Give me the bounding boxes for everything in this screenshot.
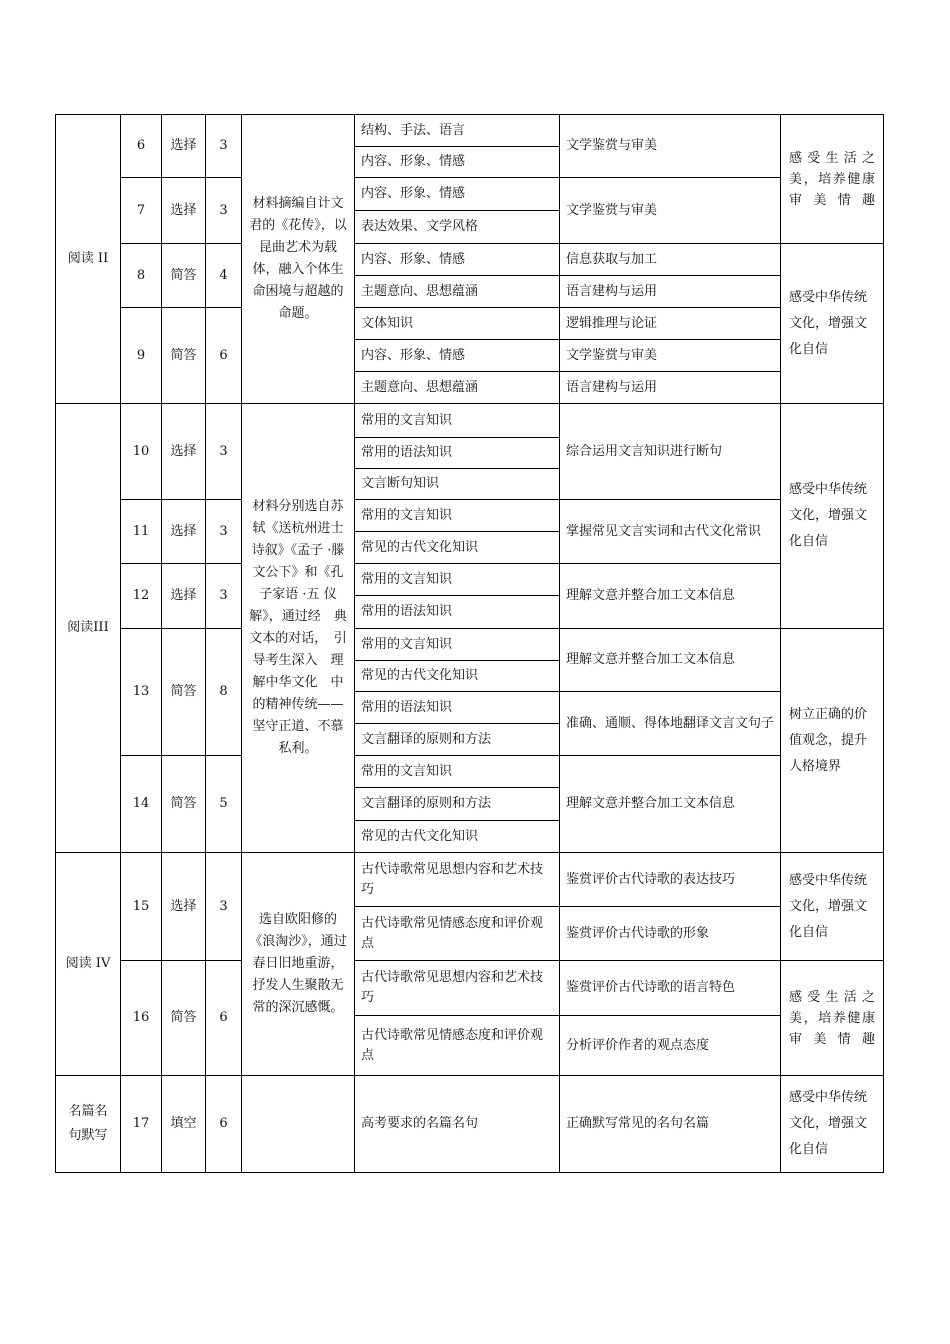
knowledge-cell: 常用的文言知识: [355, 500, 560, 532]
table-row: [56, 115, 884, 147]
section-cell: 阅读 IV: [56, 853, 121, 1076]
knowledge-cell: 文体知识: [355, 308, 560, 340]
ability-cell: 综合运用文言知识进行断句: [560, 404, 781, 500]
question-score: 3: [206, 564, 242, 629]
ability-cell: 鉴赏评价古代诗歌的语言特色: [560, 961, 781, 1016]
knowledge-cell: 常用的文言知识: [355, 564, 560, 596]
knowledge-cell: 常见的古代文化知识: [355, 821, 560, 853]
question-score: 6: [206, 1076, 242, 1173]
literacy-cell: 感受中华传统文化，增强文化自信: [781, 853, 884, 961]
knowledge-cell: 表达效果、文学风格: [355, 211, 560, 244]
question-type: 选择: [162, 178, 206, 244]
question-score: 3: [206, 115, 242, 178]
ability-cell: 鉴赏评价古代诗歌的形象: [560, 907, 781, 961]
knowledge-cell: 主题意向、思想蕴涵: [355, 372, 560, 404]
knowledge-cell: 常用的语法知识: [355, 596, 560, 629]
literacy-cell: 树立正确的价值观念，提升人格境界: [781, 629, 884, 853]
question-number: 8: [121, 244, 162, 308]
ability-cell: 准确、通顺、得体地翻译文言文句子: [560, 692, 781, 756]
ability-cell: 文学鉴赏与审美: [560, 115, 781, 178]
ability-cell: 语言建构与运用: [560, 372, 781, 404]
ability-cell: 正确默写常见的名句名篇: [560, 1076, 781, 1173]
question-number: 13: [121, 629, 162, 756]
knowledge-cell: 常用的文言知识: [355, 629, 560, 661]
knowledge-cell: 内容、形象、情感: [355, 178, 560, 211]
knowledge-cell: 内容、形象、情感: [355, 147, 560, 178]
ability-cell: 语言建构与运用: [560, 276, 781, 308]
material-cell: 材料分别选自苏轼《送杭州进士诗叙》《孟子 ·滕文公下》和《孔子家语 ·五 仪解》，通过经 典文本的对话， 引导考生深入 理解中华文化 中的精神传统——坚守正道、不慕私利。: [242, 404, 355, 853]
question-type: 选择: [162, 500, 206, 564]
ability-cell: 鉴赏评价古代诗歌的表达技巧: [560, 853, 781, 907]
table-row: [56, 853, 884, 907]
question-type: 选择: [162, 564, 206, 629]
material-cell: [242, 1076, 355, 1173]
table-row: [56, 404, 884, 438]
ability-cell: 理解文意并整合加工文本信息: [560, 756, 781, 853]
question-score: 6: [206, 961, 242, 1076]
question-score: 4: [206, 244, 242, 308]
literacy-cell: 感受中华传统文化，增强文化自信: [781, 404, 884, 629]
knowledge-cell: 内容、形象、情感: [355, 340, 560, 372]
knowledge-cell: 古代诗歌常见情感态度和评价观点: [355, 1016, 560, 1076]
question-number: 14: [121, 756, 162, 853]
ability-cell: 逻辑推理与论证: [560, 308, 781, 340]
question-score: 3: [206, 404, 242, 500]
knowledge-cell: 古代诗歌常见情感态度和评价观点: [355, 907, 560, 961]
knowledge-cell: 文言翻译的原则和方法: [355, 724, 560, 756]
table-row: [56, 308, 884, 340]
literacy-cell: 感受中华传统文化，增强文化自信: [781, 1076, 884, 1173]
question-score: 3: [206, 178, 242, 244]
section-cell: 名篇名句默写: [56, 1076, 121, 1173]
question-score: 3: [206, 853, 242, 961]
table-row: [56, 244, 884, 276]
question-score: 5: [206, 756, 242, 853]
section-cell: 阅读III: [56, 404, 121, 853]
literacy-cell: 感 受 生 活 之 美，培养健康 审美情趣: [781, 115, 884, 244]
knowledge-cell: 高考要求的名篇名句: [355, 1076, 560, 1173]
question-score: 3: [206, 500, 242, 564]
question-type: 简答: [162, 629, 206, 756]
question-type: 填空: [162, 1076, 206, 1173]
ability-cell: 掌握常见文言实词和古代文化常识: [560, 500, 781, 564]
ability-cell: 信息获取与加工: [560, 244, 781, 276]
knowledge-cell: 常用的文言知识: [355, 756, 560, 788]
knowledge-cell: 古代诗歌常见思想内容和艺术技巧: [355, 961, 560, 1016]
ability-cell: 文学鉴赏与审美: [560, 340, 781, 372]
knowledge-cell: 常用的语法知识: [355, 692, 560, 724]
knowledge-cell: 常见的古代文化知识: [355, 661, 560, 692]
question-number: 10: [121, 404, 162, 500]
question-number: 6: [121, 115, 162, 178]
question-number: 16: [121, 961, 162, 1076]
question-number: 7: [121, 178, 162, 244]
knowledge-cell: 结构、手法、语言: [355, 115, 560, 147]
knowledge-cell: 文言断句知识: [355, 469, 560, 500]
question-type: 选择: [162, 404, 206, 500]
knowledge-cell: 古代诗歌常见思想内容和艺术技巧: [355, 853, 560, 907]
question-number: 12: [121, 564, 162, 629]
question-type: 简答: [162, 308, 206, 404]
knowledge-cell: 主题意向、思想蕴涵: [355, 276, 560, 308]
ability-cell: 理解文意并整合加工文本信息: [560, 564, 781, 629]
material-cell: 选自欧阳修的《浪淘沙》，通过春日旧地重游，抒发人生聚散无常的深沉感慨。: [242, 853, 355, 1076]
question-type: 选择: [162, 115, 206, 178]
knowledge-cell: 文言翻译的原则和方法: [355, 788, 560, 821]
question-number: 9: [121, 308, 162, 404]
question-score: 8: [206, 629, 242, 756]
material-cell: 材料摘编自计文君的《花传》，以昆曲艺术为载体，融入个体生命困境与超越的命题。: [242, 115, 355, 404]
table-row: [56, 500, 884, 532]
question-type: 简答: [162, 244, 206, 308]
section-cell: 阅读 II: [56, 115, 121, 404]
table-row: [56, 961, 884, 1016]
literacy-cell: 感受中华传统文化，增强文化自信: [781, 244, 884, 404]
question-type: 简答: [162, 756, 206, 853]
exam-spec-table: [55, 114, 884, 1173]
ability-cell: 文学鉴赏与审美: [560, 178, 781, 244]
ability-cell: 分析评价作者的观点态度: [560, 1016, 781, 1076]
question-number: 17: [121, 1076, 162, 1173]
ability-cell: 理解文意并整合加工文本信息: [560, 629, 781, 692]
knowledge-cell: 常见的古代文化知识: [355, 532, 560, 564]
knowledge-cell: 常用的语法知识: [355, 438, 560, 469]
knowledge-cell: 常用的文言知识: [355, 404, 560, 438]
table-row: [56, 629, 884, 661]
table-row: [56, 178, 884, 211]
question-score: 6: [206, 308, 242, 404]
literacy-cell: 感 受 生 活 之 美，培养健康 审美情趣: [781, 961, 884, 1076]
question-type: 选择: [162, 853, 206, 961]
question-number: 11: [121, 500, 162, 564]
question-number: 15: [121, 853, 162, 961]
knowledge-cell: 内容、形象、情感: [355, 244, 560, 276]
table-row: [56, 756, 884, 788]
question-type: 简答: [162, 961, 206, 1076]
table-row: [56, 1076, 884, 1173]
table-row: [56, 564, 884, 596]
